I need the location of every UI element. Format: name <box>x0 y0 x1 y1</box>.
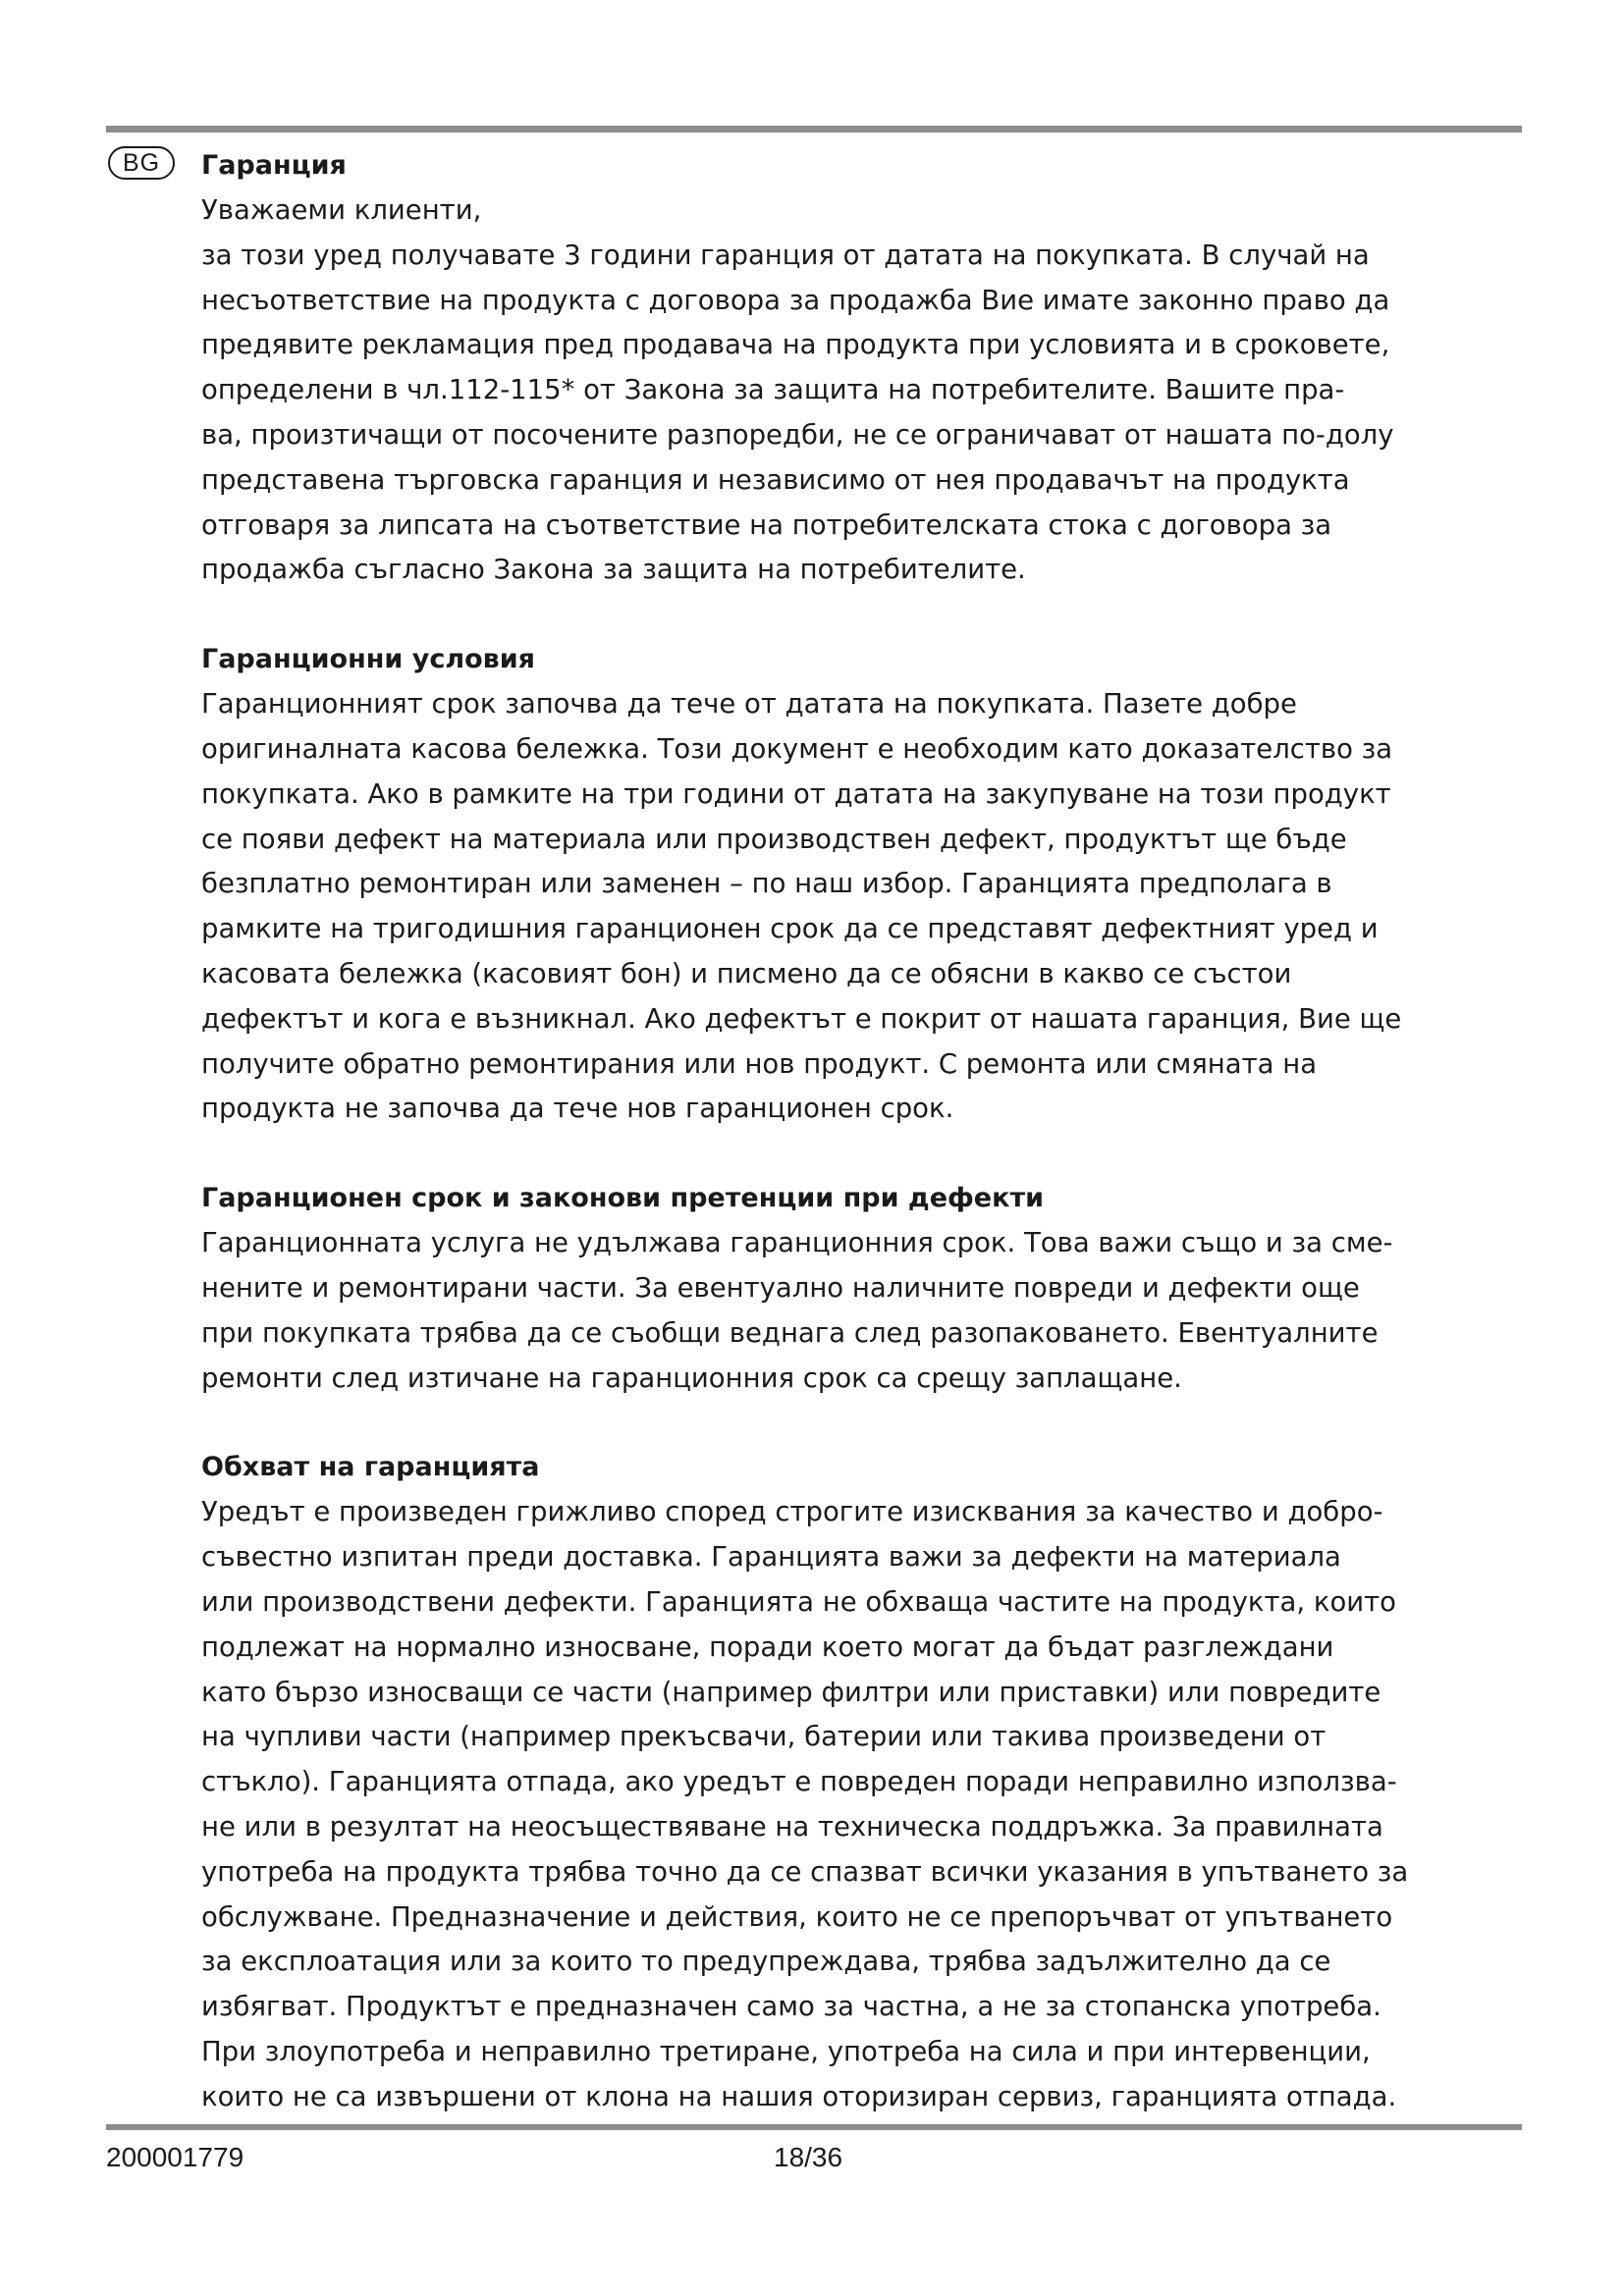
footer-rule <box>106 2124 1522 2130</box>
page-content <box>201 143 1522 2163</box>
paragraph-line: Уредът е произведен грижливо според строгите изисквания за качество и добро- <box>201 1496 1383 1528</box>
paragraph-line: представена търговска гаранция и независимо от нея продавачът на продукта <box>201 463 1350 496</box>
paragraph-line: нените и ремонтирани части. За евентуално наличните повреди и дефекти още <box>201 1271 1360 1304</box>
section-heading: Гаранция <box>201 150 347 181</box>
paragraph-line: съвестно изпитан преди доставка. Гаранцията важи за дефекти на материала <box>201 1541 1341 1574</box>
paragraph-line: ремонти след изтичане на гаранционния срок са срещу заплащане. <box>201 1362 1182 1394</box>
section-heading: Обхват на гаранцията <box>201 1452 540 1483</box>
paragraph-line: касовата бележка (касовият бон) и писмено да се обясни в какво се състои <box>201 957 1292 989</box>
paragraph-line: като бързо износващи се части (например филтри или приставки) или повредите <box>201 1676 1381 1708</box>
paragraph-line: избягват. Продуктът е предназначен само за частна, а не за стопанска употреба. <box>201 1991 1381 2023</box>
paragraph-line: продажба съгласно Закона за защита на потребителите. <box>201 554 1026 586</box>
document-number: 200001779 <box>106 2142 244 2172</box>
paragraph-line: се появи дефект на материала или производствен дефект, продуктът ще бъде <box>201 823 1347 855</box>
paragraph-line: При злоупотреба и неправилно третиране, употреба на сила и при интервенции, <box>201 2035 1371 2067</box>
paragraph-line: продукта не започва да тече нов гаранционен срок. <box>201 1093 954 1125</box>
paragraph-line: за експлоатация или за които то предупреждава, трябва задължително да се <box>201 1946 1331 1978</box>
section-warranty-conditions <box>201 637 1522 1132</box>
paragraph-line: подлежат на нормално износване, поради което могат да бъдат разглеждани <box>201 1630 1334 1663</box>
paragraph-line: определени в чл.112-115* от Закона за защита на потребителите. Вашите пра- <box>201 374 1345 406</box>
page-number: 18/36 <box>774 2142 843 2172</box>
paragraph-line: оригиналната касова бележка. Този документ е необходим като доказателство за <box>201 732 1393 765</box>
paragraph-line: безплатно ремонтиран или заменен – по наш избор. Гаранцията предполага в <box>201 868 1332 900</box>
paragraph-line: стъкло). Гаранцията отпада, ако уредът е повреден поради неправилно използва- <box>201 1766 1397 1798</box>
header-rule <box>106 126 1522 133</box>
paragraph-line: дефектът и кога е възникнал. Ако дефектът е покрит от нашата гаранция, Вие ще <box>201 1002 1402 1035</box>
paragraph-line: покупката. Ако в рамките на три години от датата на закупуване на този продукт <box>201 777 1391 810</box>
section-heading: Гаранционен срок и законови претенции при дефекти <box>201 1183 1045 1214</box>
paragraph-line: които не са извършени от клона на нашия оторизиран сервиз, гаранцията отпада. <box>201 2080 1397 2112</box>
paragraph-line: или производствени дефекти. Гаранцията не обхваща частите на продукта, които <box>201 1585 1397 1618</box>
section-warranty-period <box>201 1176 1522 1401</box>
paragraph-line: употреба на продукта трябва точно да се спазват всички указания в упътването за <box>201 1855 1409 1888</box>
paragraph-line: Уважаеми клиенти, <box>201 194 482 226</box>
paragraph-line: отговаря за липсата на съответствие на потребителската стока с договора за <box>201 508 1332 541</box>
language-badge: BG <box>108 146 175 180</box>
section-heading: Гаранционни условия <box>201 644 536 675</box>
paragraph-line: рамките на тригодишния гаранционен срок да се представят дефектният уред и <box>201 913 1379 945</box>
section-warranty-scope <box>201 1445 1522 2119</box>
paragraph-line: при покупката трябва да се съобщи веднага след разопаковането. Евентуалните <box>201 1316 1379 1349</box>
paragraph-line: не или в резултат на неосъществяване на техническа поддръжка. За правилната <box>201 1810 1383 1842</box>
paragraph-line: предявите рекламация пред продавача на продукта при условията и в сроковете, <box>201 329 1390 361</box>
paragraph-line: обслужване. Предназначение и действия, които не се препоръчват от упътването <box>201 1900 1393 1933</box>
paragraph-line: Гаранционният срок започва да тече от датата на покупката. Пазете добре <box>201 688 1297 721</box>
paragraph-line: Гаранционната услуга не удължава гаранционния срок. Това важи също и за сме- <box>201 1227 1393 1259</box>
paragraph-line: несъответствие на продукта с договора за продажба Вие имате законно право да <box>201 284 1390 316</box>
paragraph-line: ва, произтичащи от посочените разпоредби, не се ограничават от нашата по-долу <box>201 418 1394 451</box>
section-warranty <box>201 143 1522 593</box>
paragraph-line: получите обратно ремонтирания или нов продукт. С ремонта или смяната на <box>201 1047 1318 1080</box>
paragraph-line: на чупливи части (например прекъсвачи, батерии или такива произведени от <box>201 1721 1326 1753</box>
paragraph-line: за този уред получавате 3 години гаранция от датата на покупката. В случай на <box>201 239 1370 271</box>
